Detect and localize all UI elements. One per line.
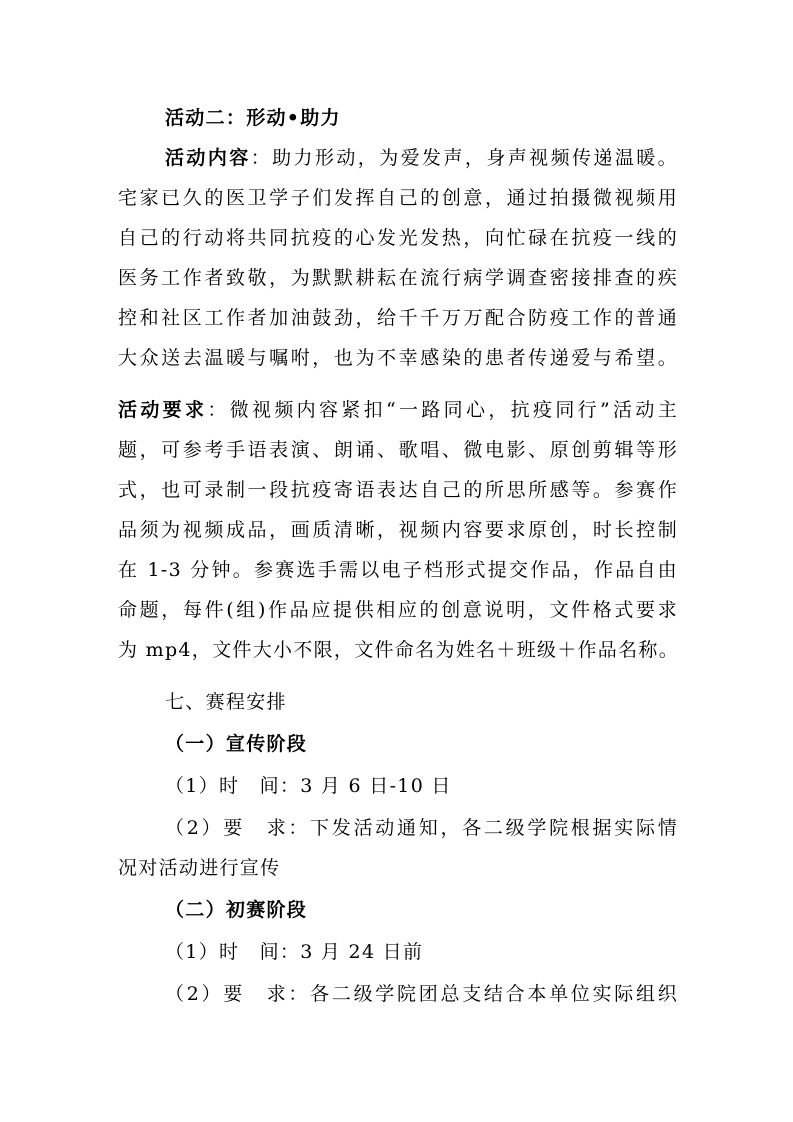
stage1-requirement: （2）要 求：下发活动通知，各二级学院根据实际情 xyxy=(165,817,678,839)
activity-content-line: 医务工作者致敬，为默默耕耘在流行病学调查密接排查的疾 xyxy=(118,267,678,289)
stage1-time: （1）时 间：3 月 6 日-10 日 xyxy=(165,775,452,797)
activity-content-line: 自己的行动将共同抗疫的心发光发热，向忙碌在抗疫一线的 xyxy=(118,227,678,249)
activity-requirement-line: 品须为视频成品，画质清晰，视频内容要求原创，时长控制 xyxy=(118,519,678,541)
stage1-requirement-continued: 况对活动进行宣传 xyxy=(118,857,281,879)
activity-requirement-line: 为 mp4，文件大小不限，文件命名为姓名＋班级＋作品名称。 xyxy=(118,639,680,661)
activity-requirement-line: 命题，每件(组)作品应提供相应的创意说明，文件格式要求 xyxy=(118,599,678,621)
activity-two-heading: 活动二：形动•助力 xyxy=(165,107,341,129)
activity-content-first-line xyxy=(165,146,678,170)
activity-content-text: ：助力形动，为爱发声，身声视频传递温暖。 xyxy=(250,147,678,169)
stage2-time: （1）时 间：3 月 24 日前 xyxy=(165,941,424,963)
activity-requirement-label: 活动要求 xyxy=(118,399,208,421)
activity-content-label: 活动内容 xyxy=(165,147,251,169)
activity-content-line: 控和社区工作者加油鼓劲，给千千万万配合防疫工作的普通 xyxy=(118,307,678,329)
activity-content-line: 大众送去温暖与嘱咐，也为不幸感染的患者传递爱与希望。 xyxy=(118,347,678,369)
activity-content-line: 宅家已久的医卫学子们发挥自己的创意，通过拍摄微视频用 xyxy=(118,187,678,209)
activity-requirement-first-line xyxy=(118,398,678,422)
activity-requirement-line: 题，可参考手语表演、朗诵、歌唱、微电影、原创剪辑等形 xyxy=(118,439,678,461)
stage2-title: （二）初赛阶段 xyxy=(165,899,308,921)
stage1-title: （一）宣传阶段 xyxy=(165,733,308,755)
activity-requirement-text: ：微视频内容紧扣“一路同心，抗疫同行”活动主 xyxy=(207,399,678,421)
activity-requirement-line: 在 1-3 分钟。参赛选手需以电子档形式提交作品，作品自由 xyxy=(118,559,678,581)
activity-requirement-line: 式，也可录制一段抗疫寄语表达自己的所思所感等。参赛作 xyxy=(118,479,678,501)
stage2-requirement: （2）要 求：各二级学院团总支结合本单位实际组织 xyxy=(165,983,678,1005)
schedule-heading: 七、赛程安排 xyxy=(165,691,287,713)
